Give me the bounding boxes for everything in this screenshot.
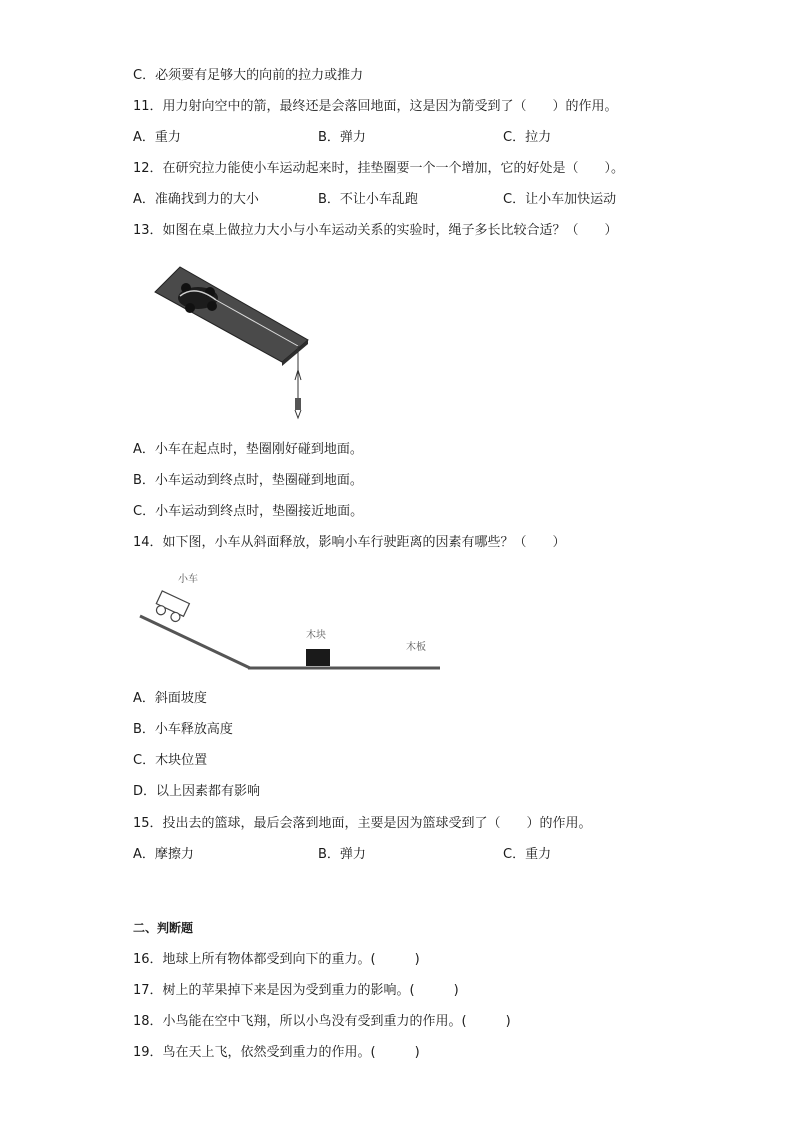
q13-table-cart-figure	[150, 262, 320, 424]
q12-stem: 12．在研究拉力能使小车运动起来时，挂垫圈要一个一个增加，它的好处是（ ）。	[133, 161, 625, 176]
wood-block	[306, 649, 330, 666]
q11-option-c: C．拉力	[503, 130, 552, 145]
block-label: 木块	[306, 630, 326, 641]
q13-option-c: C．小车运动到终点时，垫圈接近地面。	[133, 504, 364, 519]
q11-option-b: B．弹力	[318, 130, 366, 145]
judge-item-18: 18．小鸟能在空中飞翔，所以小鸟没有受到重力的作用。( )	[133, 1014, 511, 1029]
q14-stem: 14．如下图，小车从斜面释放，影响小车行驶距离的因素有哪些？（ ）	[133, 535, 566, 550]
q14-option-a: A．斜面坡度	[133, 691, 207, 706]
q14-option-c: C．木块位置	[133, 753, 208, 768]
q11-stem: 11．用力射向空中的箭，最终还是会落回地面，这是因为箭受到了（ ）的作用。	[133, 99, 618, 114]
judge-item-19: 19．鸟在天上飞，依然受到重力的作用。( )	[133, 1045, 420, 1060]
q14-option-b: B．小车释放高度	[133, 722, 233, 737]
q15-stem: 15．投出去的篮球，最后会落到地面，主要是因为篮球受到了（ ）的作用。	[133, 816, 592, 831]
slope	[140, 616, 250, 668]
section-title-judgement: 二、判断题	[133, 921, 194, 935]
q13-stem: 13．如图在桌上做拉力大小与小车运动关系的实验时，绳子多长比较合适？（ ）	[133, 223, 618, 238]
cart	[153, 591, 190, 624]
tabletop	[155, 267, 308, 362]
q15-option-c: C．重力	[503, 847, 552, 862]
q14-slope-figure	[138, 566, 448, 676]
q12-option-a: A．准确找到力的大小	[133, 192, 259, 207]
judge-item-16: 16．地球上所有物体都受到向下的重力。( )	[133, 952, 420, 967]
q10-option-c: C．必须要有足够大的向前的拉力或推力	[133, 68, 364, 83]
board-label: 木板	[406, 642, 426, 653]
q13-option-a: A．小车在起点时，垫圈刚好碰到地面。	[133, 442, 363, 457]
q12-option-c: C．让小车加快运动	[503, 192, 617, 207]
q14-option-d: D．以上因素都有影响	[133, 784, 261, 799]
q15-option-a: A．摩擦力	[133, 847, 194, 862]
q15-option-b: B．弹力	[318, 847, 366, 862]
judge-item-17: 17．树上的苹果掉下来是因为受到重力的影响。( )	[133, 983, 459, 998]
q13-option-b: B．小车运动到终点时，垫圈碰到地面。	[133, 473, 363, 488]
q11-option-a: A．重力	[133, 130, 181, 145]
car-label: 小车	[178, 574, 198, 585]
q12-option-b: B．不让小车乱跑	[318, 192, 418, 207]
